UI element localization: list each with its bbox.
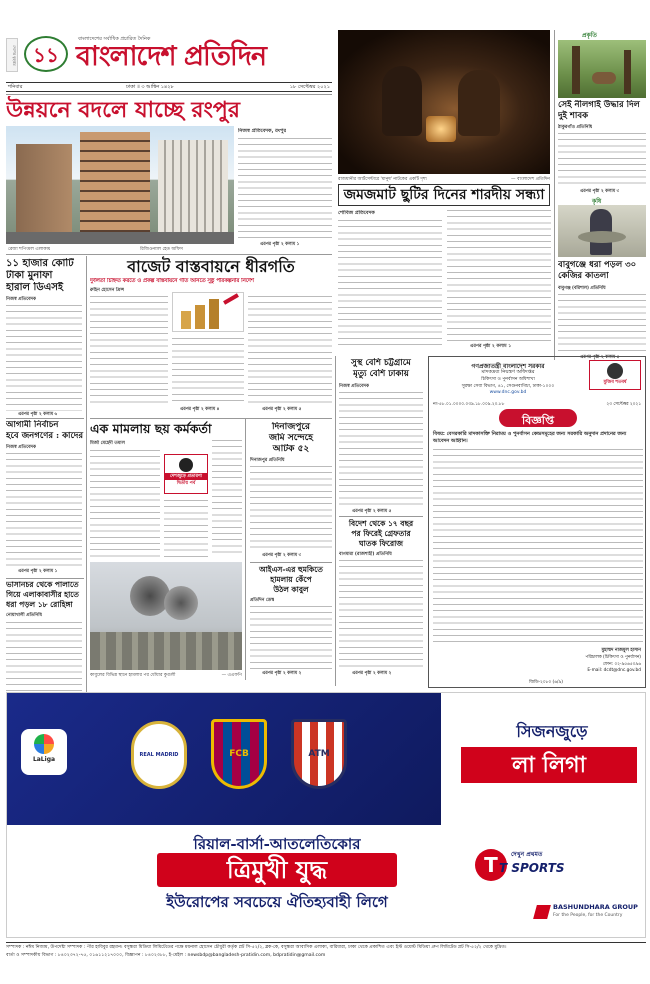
bashundhara-icon (533, 905, 551, 919)
notice-title (499, 409, 577, 427)
killer-body (339, 558, 423, 670)
cases-body-col3 (212, 438, 242, 558)
feature-headline: জমজমাট ছুটির দিনের শারদীয় সন্ধ্যা (343, 187, 545, 203)
footer-contact: বার্তা ও সম্পাদকীয় বিভাগ : ৮৪০২৩৭২-৭৫, ০১৬১১২১৭০০০, বিজ্ঞাপন : ৮৪০২৩৮৮, ই-মেইল : newsbdp@bangladesh-pratidin.com, bdpratidin@gmail.com (6, 953, 326, 958)
rohingya-headline-line1: ভাসানচর থেকে পালাতে (6, 580, 79, 589)
budget-continued-b: এরপর পৃষ্ঠা ২ কলাম ৫ (262, 407, 302, 412)
building-left (16, 144, 72, 232)
land-headline-line3: আটক ৫২ (272, 444, 310, 454)
land-byline: দিনাজপুর প্রতিনিধি (250, 458, 285, 463)
notice-subject: বিষয়: বেসরকারি মাদকাসক্তি নিরাময় ও পুনর্বাসন কেন্দ্রসমূহের জন্য সরকারি অনুদান প্রদানের জন্য আবেদন আহ্বান। (433, 431, 627, 444)
ad-right-banner (461, 747, 637, 783)
election-rule (6, 418, 84, 419)
masthead-title: বাংলাদেশ প্রতিদিন (76, 41, 266, 72)
notice-footer-code: জিডি-২০৮০ (৬/৯) (529, 680, 563, 685)
budget-body-col2 (172, 336, 244, 406)
election-body (6, 451, 82, 567)
cases-body-col2 (164, 498, 208, 558)
dengue-byline: নিজস্ব প্রতিবেদক (339, 384, 370, 389)
killer-headline-line4: ঘাতক ফিরোজ (359, 539, 403, 548)
barcelona-crest-text: FCB (229, 749, 249, 759)
feature-photo-caption: রাজধানীর আর্টসেন্টারে 'মানুষ' নাটকের একটি দৃশ্য (338, 177, 427, 182)
coins-stack-1 (181, 311, 191, 329)
kabul-photo-credit: — এএফপি (221, 673, 242, 678)
budget-chart-photo (172, 292, 244, 332)
fraud-badge-line2: দ্বিতীয় পর্ব (176, 481, 196, 486)
right-continued-bottom: এরপর পৃষ্ঠা ২ কলাম ৫ (580, 355, 620, 360)
right-label-top: প্রকৃতি (582, 32, 597, 39)
fish (578, 231, 626, 243)
lead-headline: উন্নয়নে বদলে যাচ্ছে রংপুর (6, 97, 240, 123)
land-body (250, 464, 332, 552)
feature-photo-credit: — বাংলাদেশ প্রতিদিন (511, 177, 550, 182)
figure-right (458, 70, 500, 136)
ad-right-top: সিজনজুড়ে (516, 722, 588, 741)
arrow-up (223, 293, 239, 304)
kabul-body (250, 604, 332, 670)
land-continued: এরপর পৃষ্ঠা ২ কলাম ৩ (262, 553, 302, 558)
ad-right-main: লা লিগা (512, 752, 586, 778)
footer-rule (6, 942, 646, 943)
budget-subhead: দুর্বলতা চিহ্নিত করতে ও প্রকল্প বাস্তবায়নে গতি আনতে সুষ্ঠু পরিকল্পনার নির্দেশ (90, 278, 254, 284)
laliga-ad[interactable] (6, 692, 646, 938)
ad-main-banner (157, 853, 397, 887)
kabul-photo-caption: কাবুলের বিভিন্ন স্থানে হামলার পর ধোঁয়ার কুণ্ডলী (90, 673, 176, 678)
lead-photo (6, 126, 234, 244)
smoke-plume-1 (130, 576, 170, 616)
atletico-crest (291, 719, 347, 789)
lead-caption-right: রিজিওন্যাল হেড অফিস (140, 247, 183, 252)
notice-date: ২৩ সেপ্টেম্বর ২০২১ (606, 402, 641, 407)
land-headline-line2: জমি সন্দেহে (269, 433, 313, 443)
right-body-bottom (558, 292, 646, 354)
date-bar (6, 82, 332, 92)
notice-ministry: মাদকদ্রব্য নিয়ন্ত্রণ অধিদপ্তর (481, 369, 535, 375)
feature-body-col2 (447, 208, 551, 342)
tree-left (572, 46, 580, 94)
dengue-headline-line1: সুস্থ বেশি চট্টগ্রামে (351, 358, 411, 368)
laliga-icon (34, 734, 54, 754)
loan-headline-line1: ১১ হাজার কোটি (6, 258, 74, 269)
tree-right (624, 50, 631, 94)
figure-left (382, 66, 422, 136)
road (6, 232, 234, 244)
kabul-smoke-photo (90, 562, 242, 670)
rohingya-rule (6, 578, 84, 579)
dengue-body (339, 390, 423, 508)
land-rule (245, 418, 246, 680)
election-continued: এরপর পৃষ্ঠা ২ কলাম ১ (18, 569, 58, 574)
smoke-plume-2 (164, 586, 198, 620)
mid-col-rule (335, 356, 336, 686)
notice-email[interactable]: E-mail: dcdt@dnc.gov.bd (587, 668, 641, 673)
kabul-continued: এরপর পৃষ্ঠা ২ কলাম ২ (262, 671, 302, 676)
rohingya-headline-line2: গিয়ে এলাকাবাসীর হাতে (6, 590, 79, 599)
laliga-logo-text: LaLiga (32, 756, 56, 763)
laliga-logo (21, 729, 67, 775)
notice-body (433, 447, 643, 643)
election-headline-line1: আগামী নির্বাচন (6, 420, 59, 430)
cases-byline: মির্জা মেহেদী তমাল (90, 441, 125, 446)
ad-headline: রিয়াল-বার্সা-আতলেতিকোর (193, 835, 361, 853)
loan-rule (6, 254, 332, 255)
lead-byline: নিজস্ব প্রতিবেদক, রংপুর (238, 128, 287, 134)
notice-address: সুরক্ষা সেবা বিভাগ, ৪১, সেগুনবাগিচা, ঢাকা-১০০০ (461, 384, 555, 389)
real-madrid-crest (131, 721, 187, 789)
building-center (80, 132, 150, 232)
loan-headline-line3: হারাল ডিএসই (6, 282, 64, 293)
right-col-rule (554, 30, 555, 360)
dateline: ঢাকা ॥ ৩ আশ্বিন ১৪২৮ (126, 84, 174, 90)
feature-photo (338, 30, 550, 174)
budget-body-col1 (90, 294, 168, 406)
killer-headline-line3: পর ফিরেই গ্রেফতার (351, 529, 411, 538)
feature-headline-box (338, 184, 550, 206)
kabul-byline: প্রতিদিন ডেস্ক (250, 598, 275, 603)
tsports-name: T SPORTS (499, 861, 565, 875)
ad-main-text: ত্রিমুখী যুদ্ধ (226, 855, 328, 884)
budget-byline: রুহিন হোসেন প্রিন্স (90, 288, 125, 293)
killer-rule (339, 516, 423, 517)
right-body-top (558, 131, 646, 187)
bashundhara-logo (535, 901, 643, 927)
feature-body-col1 (338, 218, 442, 348)
building-right (158, 140, 228, 232)
notice-office: চিকিৎসা ও পুনর্বাসন অধিশাখা (481, 377, 535, 382)
footer-imprint: সম্পাদক : নঈম নিজাম, উপদেষ্টা সম্পাদক : পীর হাবিবুর রহমান। বসুন্ধরা মিডিয়া লিমিটেডের পক্ষে ময়নাল হোসেন চৌধুরী কর্তৃক প্লট সি-৫২/২, ব্লক-কে, বসুন্ধরা আবাসিক এলাকা, বারিধারা, ঢাকা থেকে প্রকাশিত এবং ইস্ট ওয়েস্ট মিডিয়া গ্রুপ লিমিটেড প্লট সি-৫২/২ থেকে মুদ্রিত। (6, 945, 507, 950)
kabul-headline-line2: হামলায় কেঁপে (270, 575, 312, 584)
budget-headline: বাজেট বাস্তবায়নে ধীরগতি (127, 257, 295, 276)
lead-caption-left: রেজা শপিংমল এলাকায় (8, 247, 51, 252)
right-byline-top: ঠাকুরগাঁও প্রতিনিধি (558, 125, 593, 130)
cases-body-col1 (90, 448, 160, 558)
fraud-badge-icon (179, 458, 193, 472)
tsports-tag: দেখুন প্রথমত (511, 851, 543, 858)
election-byline: নিজস্ব প্রতিবেদক (6, 445, 37, 450)
dengue-headline-line2: মৃত্যু বেশি ঢাকায় (353, 369, 409, 379)
notice-title-text: বিজ্ঞপ্তি (522, 414, 554, 427)
feature-continued: এরপর পৃষ্ঠা ২ কলাম ১ (470, 344, 512, 349)
atletico-crest-text: ATM (308, 749, 330, 759)
anniversary-logo (24, 36, 68, 72)
mujib-portrait-icon (607, 363, 623, 379)
kabul-headline-line1: আইএস-এর হুমকিতে (259, 565, 323, 574)
budget-body-col3 (248, 294, 332, 406)
masthead (6, 36, 332, 80)
city-skyline (90, 632, 242, 670)
notice-signer: মুহাম্মদ নাজমুল হাসান (601, 648, 641, 653)
tagline: বাংলাদেশের সর্বাধিক প্রচারিত দৈনিক (78, 36, 151, 42)
killer-byline: বাগমারা (রাজশাহী) প্রতিনিধি (339, 552, 392, 557)
loan-byline: নিজস্ব প্রতিবেদক (6, 297, 37, 302)
kabul-headline-line3: উঠল কাবুল (273, 585, 309, 594)
ad-sub: ইউরোপের সবচেয়ে ঐতিহ্যবাহী লিগে (166, 893, 388, 911)
killer-pre-headline: বিদেশ থেকে ১৭ বছর (348, 519, 414, 528)
killer-continued: এরপর পৃষ্ঠা ২ কলাম ২ (352, 671, 392, 676)
notice-gov-title: গণপ্রজাতন্ত্রী বাংলাদেশ সরকার (471, 363, 545, 370)
side-badge: দেশের বৃহত্তম (6, 38, 18, 72)
loan-continued: এরপর পৃষ্ঠা ২ কলাম ৬ (18, 412, 58, 417)
coins-stack-3 (209, 299, 219, 329)
date-label: ১৮ সেপ্টেম্বর ২০২১ (289, 84, 330, 90)
right-headline-top: সেই নীলগাই উদ্ধার দিল দুই শাবক (558, 100, 640, 121)
cases-headline: এক মামলায় ছয় কর্মকর্তা (90, 421, 212, 436)
gov-notice (428, 356, 646, 688)
right-byline-bottom: বাবুগঞ্জ (বরিশাল) প্রতিনিধি (558, 286, 606, 291)
rohingya-byline: নোয়াখালী প্রতিনিধি (6, 613, 43, 618)
fraud-badge-line1: দেশজুড়ে প্রতারণা (165, 473, 207, 480)
barcelona-crest (211, 719, 267, 789)
feature-byline: শোবিজ প্রতিবেদক (338, 210, 375, 216)
logo-number: ১১ (33, 43, 59, 67)
lead-continued: এরপর পৃষ্ঠা ২ কলাম ১ (260, 242, 300, 247)
mujib-badge (589, 360, 641, 390)
fraud-badge (164, 454, 208, 494)
fish-photo (558, 205, 646, 257)
tsports-icon: T (475, 849, 507, 881)
lead-body (238, 136, 332, 240)
tsports-logo (475, 849, 579, 889)
loan-headline-line2: টাকা মুনাফা (6, 270, 53, 281)
coins-stack-2 (195, 305, 205, 329)
land-headline-line1: দিনাজপুরে (271, 422, 310, 432)
notice-web[interactable]: www.dnc.gov.bd (489, 390, 527, 395)
election-headline-line2: হবে জনগণের : কাদের (6, 431, 84, 441)
bashundhara-tag: For the People, for the Country (553, 913, 623, 918)
right-label-bottom: কৃষি (592, 198, 602, 205)
mujib-badge-label: মুজিব শতবর্ষ (603, 380, 627, 385)
kabul-rule (250, 562, 332, 563)
cases-rule (90, 418, 332, 419)
notice-ref: নং-৫৮.০১.০০০০.০৩৯.১৮.০০৯.২০.৮৮ (433, 402, 505, 407)
nilgai-animal (592, 72, 616, 84)
deer-photo (558, 40, 646, 98)
loan-body (6, 303, 82, 411)
notice-phone: ফোন: ০২-৯৫৬৫০৯৬ (602, 662, 641, 667)
day-label: শনিবার (8, 84, 23, 90)
rohingya-headline-line3: ধরা পড়ল ১৮ রোহিঙ্গা (6, 600, 73, 609)
lamp-light (426, 116, 456, 142)
bashundhara-name: BASHUNDHARA GROUP (553, 903, 638, 911)
dengue-continued: এরপর পৃষ্ঠা ২ কলাম ৫ (352, 509, 392, 514)
budget-continued-a: এরপর পৃষ্ঠা ২ কলাম ৪ (180, 407, 220, 412)
notice-signer-title: পরিচালক (চিকিৎসা ও পুনর্বাসন) (585, 655, 641, 660)
lead-rule (6, 94, 332, 95)
right-headline-bottom: বাবুগঞ্জে ধরা পড়ল ৩০ কেজির কাতলা (558, 260, 637, 281)
right-continued-top: এরপর পৃষ্ঠা ২ কলাম ৩ (580, 189, 620, 194)
real-madrid-crest-text: REAL MADRID (139, 752, 179, 758)
